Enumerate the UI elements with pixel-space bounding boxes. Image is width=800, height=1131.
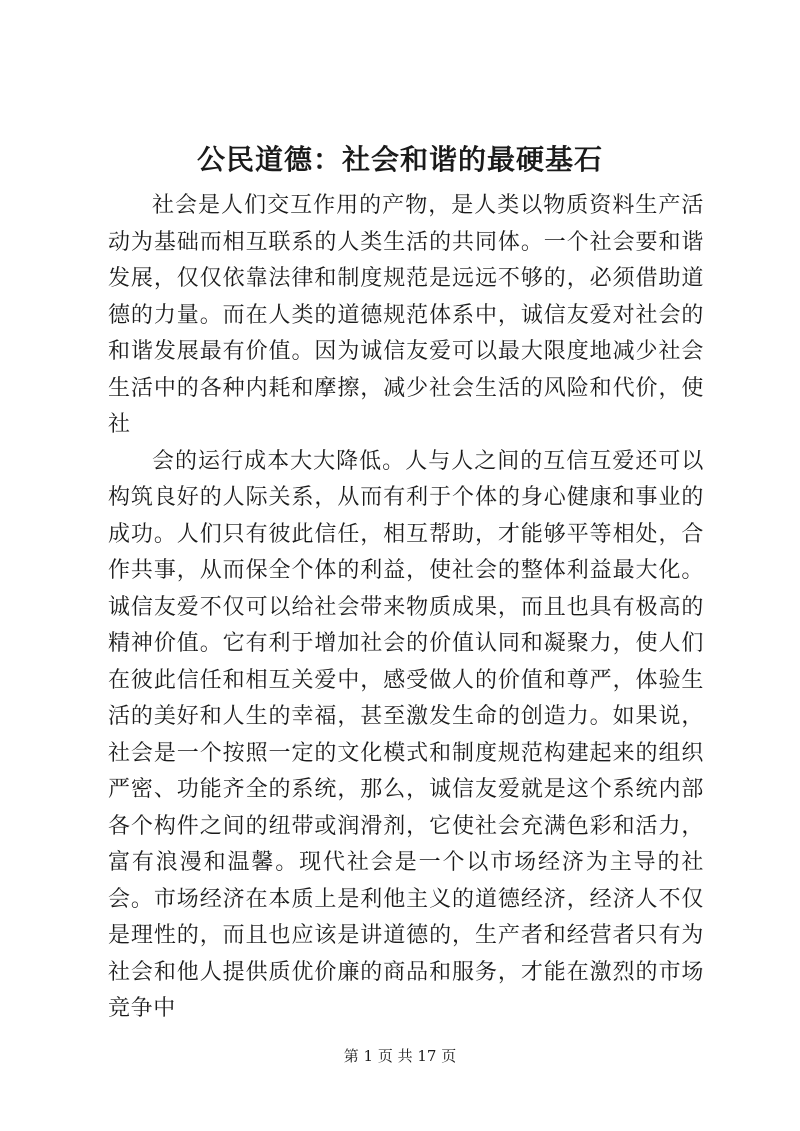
paragraph-1: 社会是人们交互作用的产物，是人类以物质资料生产活动为基础而相互联系的人类生活的共同体。一个社会要和谐发展，仅仅依靠法律和制度规范是远远不够的，必须借助道德的力量。而在人类的道德规范体系中，诚信友爱对社会的和谐发展最有价值。因为诚信友爱可以最大限度地减少社会生活中的各种内耗和摩擦，减少社会生活的风险和代价，使社 bbox=[108, 193, 704, 437]
document-body bbox=[108, 188, 704, 1028]
page-title: 公民道德：社会和谐的最硬基石 bbox=[196, 143, 603, 176]
page-footer: 第 1 页 共 17 页 bbox=[343, 1047, 457, 1065]
paragraph-2: 会的运行成本大大降低。人与人之间的互信互爱还可以构筑良好的人际关系，从而有利于个体的身心健康和事业的成功。人们只有彼此信任，相互帮助，才能够平等相处，合作共事，从而保全个体的利益，使社会的整体利益最大化。诚信友爱不仅可以给社会带来物质成果，而且也具有极高的精神价值。它有利于增加社会的价值认同和凝聚力，使人们在彼此信任和相互关爱中，感受做人的价值和尊严，体验生活的美好和人生的幸福，甚至激发生命的创造力。如果说，社会是一个按照一定的文化模式和制度规范构建起来的组织严密、功能齐全的系统，那么，诚信友爱就是这个系统内部各个构件之间的纽带或润滑剂，它使社会充满色彩和活力，富有浪漫和温馨。现代社会是一个以市场经济为主导的社会。市场经济在本质上是利他主义的道德经济，经济人不仅是理性的，而且也应该是讲道德的，生产者和经营者只有为社会和他人提供质优价廉的商品和服务，才能在激烈的市场竞争中 bbox=[108, 448, 704, 1021]
